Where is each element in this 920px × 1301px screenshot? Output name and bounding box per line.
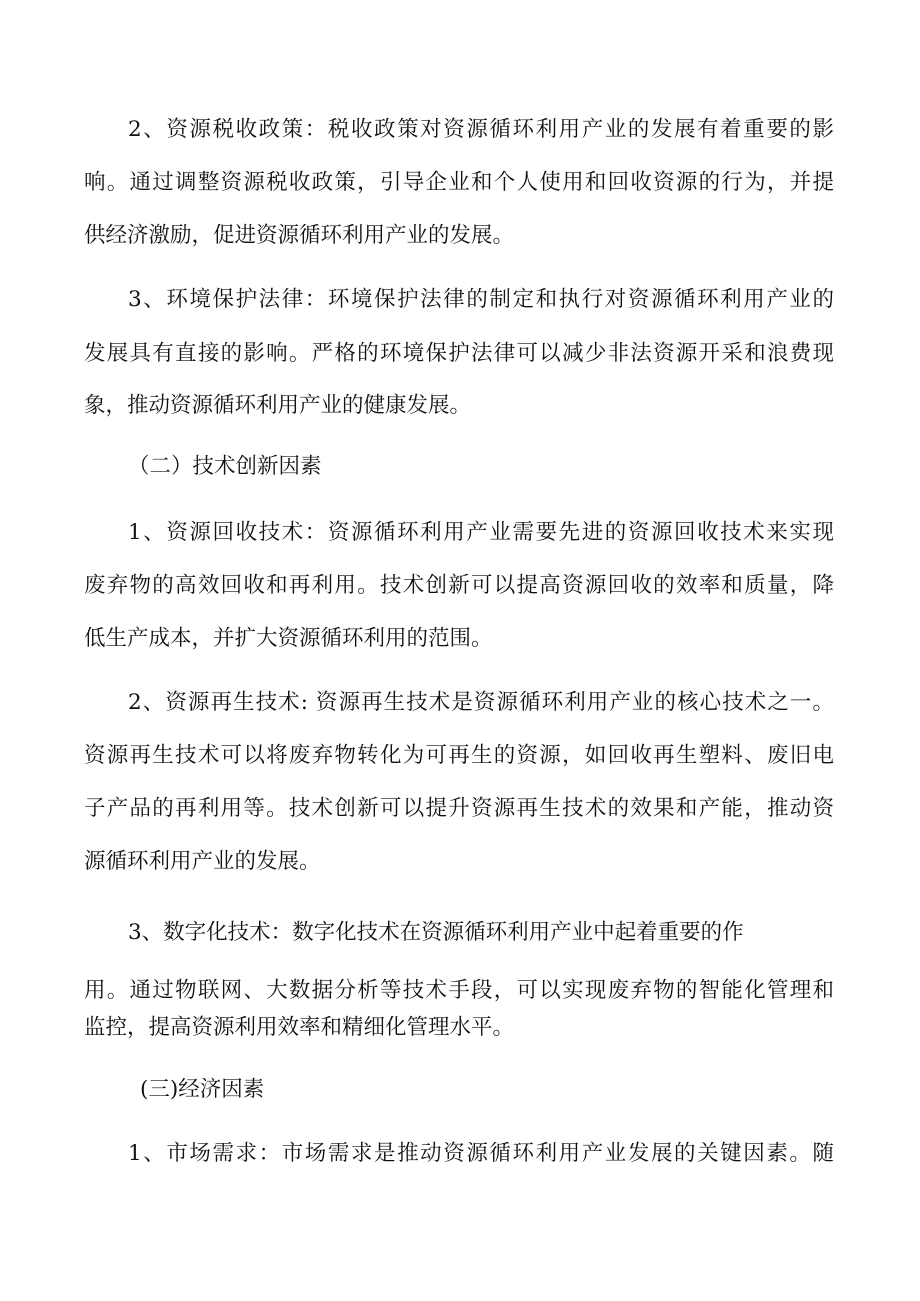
paragraph-line: 废弃物的高效回收和再利用。技术创新可以提高资源回收的效率和质量，降 [84, 573, 834, 598]
paragraph-line: 资源再生技术可以将废弃物转化为可再生的资源，如回收再生塑料、废旧电 [84, 743, 834, 768]
paragraph-line: 1、资源回收技术：资源循环利用产业需要先进的资源回收技术来实现 [128, 520, 834, 545]
paragraph-line: 子产品的再利用等。技术创新可以提升资源再生技术的效果和产能，推动资 [84, 796, 834, 821]
paragraph-line: 2、资源税收政策：税收政策对资源循环利用产业的发展有着重要的影 [128, 117, 834, 142]
paragraph-line: 1、市场需求：市场需求是推动资源循环利用产业发展的关键因素。随 [128, 1141, 834, 1166]
paragraph-line: 供经济激励，促进资源循环利用产业的发展。 [84, 223, 515, 248]
paragraph-line: 象，推动资源循环利用产业的健康发展。 [84, 393, 472, 418]
paragraph-line: 源循环利用产业的发展。 [84, 849, 321, 874]
paragraph-line: 3、数字化技术：数字化技术在资源循环利用产业中起着重要的作 [128, 920, 744, 945]
paragraph-line: 响。通过调整资源税收政策，引导企业和个人使用和回收资源的行为，并提 [84, 170, 834, 195]
paragraph-line: 监控，提高资源利用效率和精细化管理水平。 [84, 1015, 515, 1040]
section-heading: （二）技术创新因素 [128, 454, 322, 479]
section-heading: (三)经济因素 [140, 1077, 265, 1102]
paragraph-line: 低生产成本，并扩大资源循环利用的范围。 [84, 626, 493, 651]
paragraph-line: 2、资源再生技术: 资源再生技术是资源循环利用产业的核心技术之一。 [128, 690, 834, 715]
paragraph-line: 3、环境保护法律：环境保护法律的制定和执行对资源循环利用产业的 [128, 287, 834, 312]
paragraph-line: 发展具有直接的影响。严格的环境保护法律可以减少非法资源开采和浪费现 [84, 341, 834, 366]
paragraph-line: 用。通过物联网、大数据分析等技术手段，可以实现废弃物的智能化管理和 [84, 978, 834, 1003]
